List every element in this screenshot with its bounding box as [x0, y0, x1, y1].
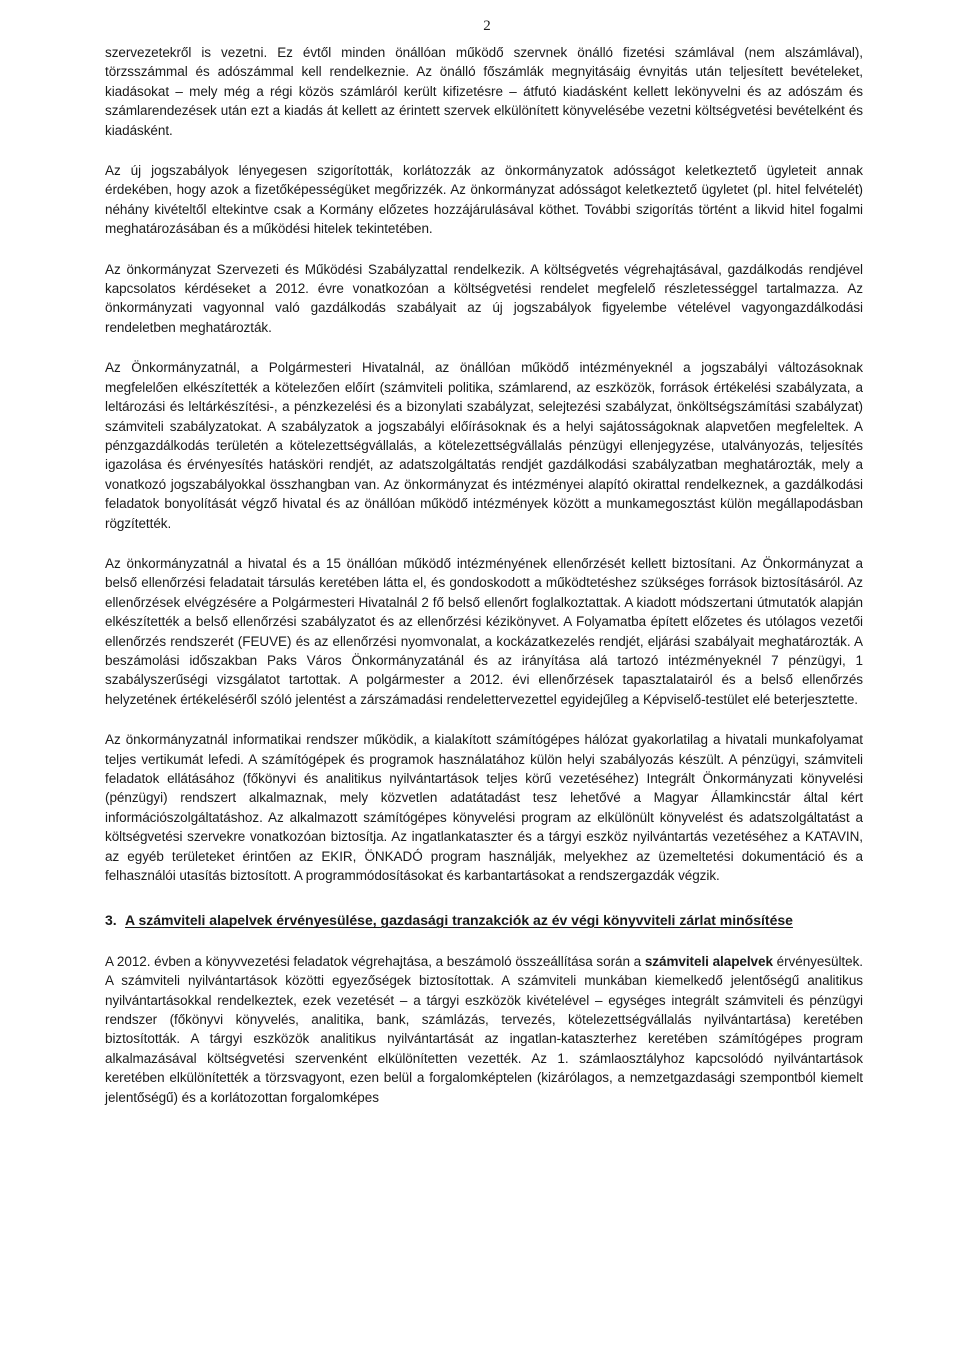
accounting-text-part2: érvényesültek. A számviteli nyilvántartások közötti egyezőségek biztosítottak. A számviteli munkában kiemelkedő jelentőségű analitikus nyilvántartásokkal rendelkeztek, ezek vezetését – a tárgyi eszközök kivételével – egységes integrált számviteli és pénzügyi rendszer (főkönyvi könyvelés, analitika, bank, számlázás, tervezés, kötelezettségvállalás nyilvántartása) keretében biztosították. A tárgyi eszközök analitikus nyilvántartását az ingatlan-kataszterhez keretében számítógépes program alkalmazásával költségvetési szervenként elkülönítetten vezették. Az 1. számlaosztályhoz kapcsolódó nyilvántartások keretében elkülönítették a törzsvagyont, ezen belül a forgalomképtelen (kizárólagos, a nemzetgazdasági szempontból kiemelt jelentőségű) és a korlátozottan forgalomképes — [105, 953, 863, 1105]
page-number: 2 — [483, 18, 491, 34]
paragraph-internal-audit: Az önkormányzatnál a hivatal és a 15 önállóan működő intézményének ellenőrzését kellett biztosítani. Az Önkormányzat a belső ellenőrzési feladatait társulás keretében látta el, és gondoskodott a működtetéshez szükséges források biztosításáról. Az ellenőrzések elvégzésére a Polgármesteri Hivatalnál 2 fő belső ellenőrt foglalkoztattak. A kiadott módszertani útmutatók alapján elkészítették a belső ellenőrzési szabályzatot és az ellenőrzési kézikönyvet. A Folyamatba épített előzetes és utólagos vezetői ellenőrzés rendszerét (FEUVE) és az ellenőrzési nyomvonalat, a kockázatkezelés rendjét, eljárási szabályait meghatározták. A beszámolási időszakban Paks Város Önkormányzatánál és az irányítása alá tartozó intézményeknél 7 pénzügyi, 1 szabályszerűségi vizsgálatot tartottak. A polgármester a 2012. évi ellenőrzések tapasztalatairól és a belső ellenőrzés helyzetének értékeléséről szóló jelentést a zárszámadási rendelettervezettel egyidejűleg a Képviselő-testület elé beterjesztette. — [105, 555, 863, 707]
paragraph-smsz: Az önkormányzat Szervezeti és Működési Szabályzattal rendelkezik. A költségvetés végrehajtásával, gazdálkodás rendjével kapcsolatos kérdéseket a 2012. évre vonatkozóan a költségvetési rendelet megfelelő részletességgel tartalmazza. Az önkormányzati vagyonnal való gazdálkodás szabályait az új jogszabályok figyelembe vételével vagyongazdálkodási rendeletben meghatározták. — [105, 261, 863, 335]
section-number: 3. — [105, 912, 117, 929]
section-title: A számviteli alapelvek érvényesülése, gazdasági tranzakciók az év végi könyvviteli zárlat minősítése — [125, 912, 793, 929]
section-heading — [105, 911, 863, 930]
accounting-text-part1: A 2012. évben a könyvvezetési feladatok végrehajtása, a beszámoló összeállítása során a — [105, 953, 645, 969]
paragraph-organizations: szervezetekről is vezetni. Ez évtől minden önállóan működő szervnek önálló fizetési számlával (nem alszámlával), törzsszámmal és adószámmal kell rendelkeznie. Az önálló főszámlák megnyitásáig évnyitás után teljesített bevételeket, kiadásokat – mely még a régi közös számláról került kifizetésre – átfutó kiadásként kellett lekönyvelni és az adószám és számlarendezések után ezt a kiadás át kellett az érintett szervek elkülönített könyvelésébe vezetni költségvetési bevételként és kiadásként. — [105, 45, 863, 138]
paragraph-accounting-principles — [105, 952, 863, 1107]
page-content — [105, 43, 863, 1128]
paragraph-it-system: Az önkormányzatnál informatikai rendszer működik, a kialakított számítógépes hálózat gyakorlatilag a hivatali munkafolyamat teljes vertikumát lefedi. A számítógépek és programok használatához külön helyi szabályozás készült. A pénzügyi, számviteli feladatok ellátásához (főkönyvi és analitikus nyilvántartások teljes körű vezetéséhez) Integrált Önkormányzati könyvelési (pénzügyi) rendszert alkalmaznak, mely közvetlen adatátadást tesz lehetővé a Magyar Államkincstár által kért információszolgáltatáshoz. Az alkalmazott számítógépes könyvelési program az elkülönült könyvelést és adatszolgáltatást a költségvetési szervekre vonatkozóan biztosítja. Az ingatlankataszter és a tárgyi eszköz nyilvántartás vezetéséhez a KATAVIN, az egyéb területeket érintően az EKIR, ÖNKADÓ program használják, melyekhez az üzemeltetési dokumentáció és a felhasználói utasítás biztosított. A programmódosításokat és karbantartásokat a rendszergazdák végzik. — [105, 732, 863, 884]
paragraph-rules: Az Önkormányzatnál, a Polgármesteri Hivatalnál, az önállóan működő intézményeknél a jogszabályi változásoknak megfelelően elkészítették a kötelezően előírt (számviteli politika, számlarend, az eszközök, források értékelési szabályzata, a leltározási és leltárkészítési-, a pénzkezelési és a bizonylati szabályzat, selejtezési szabályzat, önköltségszámítási szabályzat) számviteli szabályzatokat. A szabályzatok a jogszabályi előírásoknak és a helyi sajátosságoknak alapvetően megfeleltek. A pénzgazdálkodás területén a kötelezettségvállalás, a kötelezettségvállalás pénzügyi ellenjegyzése, utalványozás, teljesítés igazolása és érvényesítés hatásköri rendjét, az adatszolgáltatás rendjét gazdálkodási szabályzatban meghatározták, mely a vonatkozó jogszabályokkal összhangban van. Az önkormányzat és intézményei alapító okirattal rendelkeznek, a gazdálkodási feladatok bonyolítását végző hivatal és az önállóan működő intézmények között a munkamegosztást külön megállapodásban rögzítették. — [105, 360, 863, 531]
paragraph-regulations: Az új jogszabályok lényegesen szigorították, korlátozzák az önkormányzatok adósságot keletkeztető ügyleteit annak érdekében, hogy azok a fizetőképességüket megőrizzék. Az önkormányzat adósságot keletkeztető ügyletet (pl. hitel felvételét) néhány kivételtől eltekintve csak a Kormány előzetes hozzájárulásával köthet. További szigorítás történt a likvid hitel fogalmi meghatározásában és a működési hitelek tekintetében. — [105, 163, 863, 237]
accounting-bold-term: számviteli alapelvek — [644, 953, 773, 969]
